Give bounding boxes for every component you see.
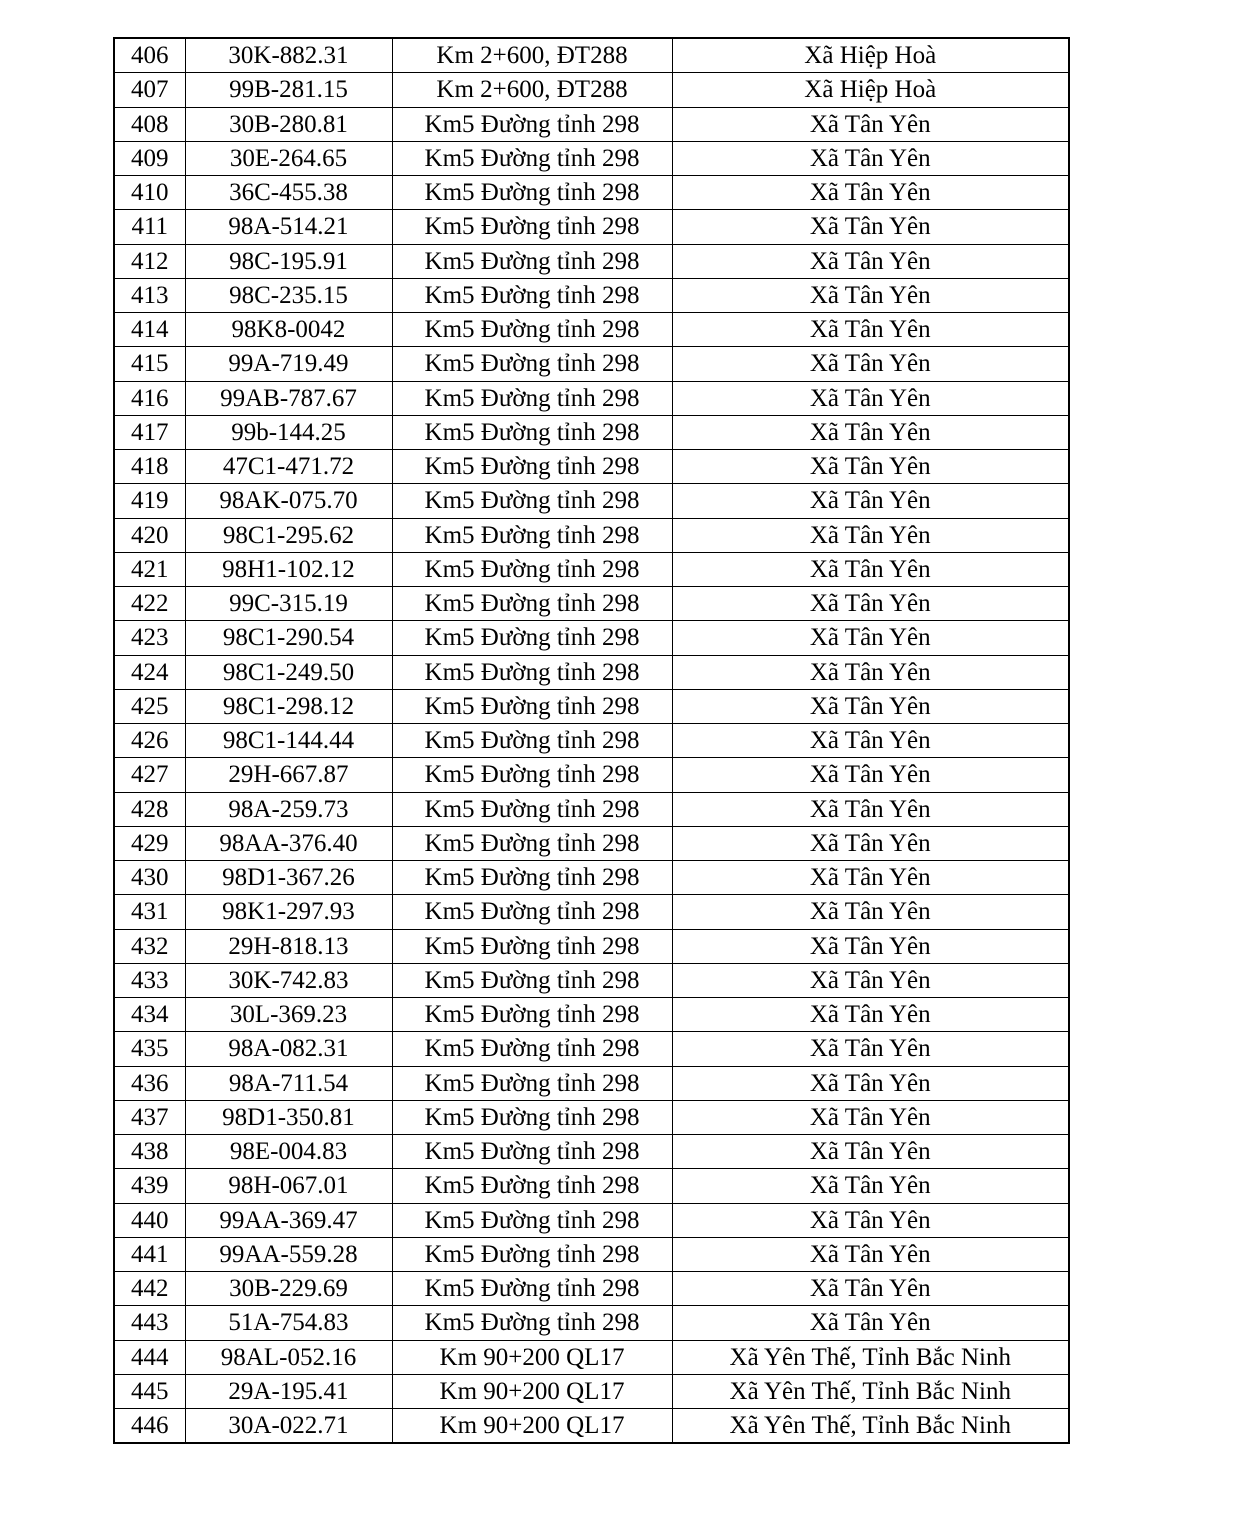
table-row: [114, 1203, 1069, 1237]
table-row: [114, 929, 1069, 963]
unit-cell: Xã Hiệp Hoà: [672, 73, 1069, 107]
table-row: [114, 792, 1069, 826]
license-plate-cell: 98A-082.31: [185, 1032, 392, 1066]
unit-cell: Xã Tân Yên: [672, 176, 1069, 210]
location-cell: Km5 Đường tỉnh 298: [392, 415, 672, 449]
location-cell: Km5 Đường tỉnh 298: [392, 826, 672, 860]
location-cell: Km5 Đường tỉnh 298: [392, 861, 672, 895]
violation-table-body: [114, 38, 1069, 1443]
table-row: [114, 38, 1069, 73]
location-cell: Km5 Đường tỉnh 298: [392, 450, 672, 484]
unit-cell: Xã Tân Yên: [672, 1066, 1069, 1100]
table-row: [114, 381, 1069, 415]
unit-cell: Xã Tân Yên: [672, 826, 1069, 860]
table-row: [114, 758, 1069, 792]
license-plate-cell: 98C1-298.12: [185, 689, 392, 723]
license-plate-cell: 98H1-102.12: [185, 552, 392, 586]
unit-cell: Xã Tân Yên: [672, 210, 1069, 244]
violation-table: [113, 37, 1070, 1444]
license-plate-cell: 30K-742.83: [185, 963, 392, 997]
table-row: [114, 278, 1069, 312]
table-row: [114, 1100, 1069, 1134]
location-cell: Km 2+600, ĐT288: [392, 73, 672, 107]
row-number-cell: 423: [114, 621, 185, 655]
license-plate-cell: 30B-280.81: [185, 107, 392, 141]
license-plate-cell: 29H-667.87: [185, 758, 392, 792]
location-cell: Km5 Đường tỉnh 298: [392, 1100, 672, 1134]
table-row: [114, 450, 1069, 484]
license-plate-cell: 98C1-295.62: [185, 518, 392, 552]
unit-cell: Xã Tân Yên: [672, 552, 1069, 586]
location-cell: Km5 Đường tỉnh 298: [392, 313, 672, 347]
unit-cell: Xã Tân Yên: [672, 758, 1069, 792]
table-row: [114, 724, 1069, 758]
location-cell: Km5 Đường tỉnh 298: [392, 381, 672, 415]
row-number-cell: 407: [114, 73, 185, 107]
table-row: [114, 1374, 1069, 1408]
unit-cell: Xã Tân Yên: [672, 347, 1069, 381]
unit-cell: Xã Tân Yên: [672, 1135, 1069, 1169]
location-cell: Km5 Đường tỉnh 298: [392, 689, 672, 723]
license-plate-cell: 99AA-559.28: [185, 1237, 392, 1271]
table-row: [114, 73, 1069, 107]
license-plate-cell: 98AK-075.70: [185, 484, 392, 518]
unit-cell: Xã Tân Yên: [672, 963, 1069, 997]
table-row: [114, 552, 1069, 586]
table-row: [114, 244, 1069, 278]
row-number-cell: 436: [114, 1066, 185, 1100]
unit-cell: Xã Tân Yên: [672, 107, 1069, 141]
table-row: [114, 1066, 1069, 1100]
row-number-cell: 442: [114, 1272, 185, 1306]
table-row: [114, 621, 1069, 655]
row-number-cell: 426: [114, 724, 185, 758]
unit-cell: Xã Yên Thế, Tỉnh Bắc Ninh: [672, 1374, 1069, 1408]
license-plate-cell: 51A-754.83: [185, 1306, 392, 1340]
license-plate-cell: 30B-229.69: [185, 1272, 392, 1306]
license-plate-cell: 30A-022.71: [185, 1409, 392, 1444]
license-plate-cell: 30L-369.23: [185, 998, 392, 1032]
row-number-cell: 433: [114, 963, 185, 997]
location-cell: Km5 Đường tỉnh 298: [392, 244, 672, 278]
row-number-cell: 421: [114, 552, 185, 586]
license-plate-cell: 98K8-0042: [185, 313, 392, 347]
table-row: [114, 689, 1069, 723]
location-cell: Km 90+200 QL17: [392, 1340, 672, 1374]
row-number-cell: 419: [114, 484, 185, 518]
location-cell: Km5 Đường tỉnh 298: [392, 1169, 672, 1203]
license-plate-cell: 29H-818.13: [185, 929, 392, 963]
unit-cell: Xã Tân Yên: [672, 724, 1069, 758]
table-row: [114, 861, 1069, 895]
row-number-cell: 434: [114, 998, 185, 1032]
unit-cell: Xã Tân Yên: [672, 587, 1069, 621]
unit-cell: Xã Tân Yên: [672, 1306, 1069, 1340]
row-number-cell: 443: [114, 1306, 185, 1340]
table-row: [114, 1272, 1069, 1306]
location-cell: Km5 Đường tỉnh 298: [392, 518, 672, 552]
row-number-cell: 414: [114, 313, 185, 347]
license-plate-cell: 47C1-471.72: [185, 450, 392, 484]
location-cell: Km5 Đường tỉnh 298: [392, 655, 672, 689]
location-cell: Km5 Đường tỉnh 298: [392, 347, 672, 381]
location-cell: Km5 Đường tỉnh 298: [392, 278, 672, 312]
row-number-cell: 408: [114, 107, 185, 141]
table-row: [114, 998, 1069, 1032]
unit-cell: Xã Tân Yên: [672, 655, 1069, 689]
license-plate-cell: 99AA-369.47: [185, 1203, 392, 1237]
unit-cell: Xã Tân Yên: [672, 518, 1069, 552]
table-row: [114, 1169, 1069, 1203]
row-number-cell: 445: [114, 1374, 185, 1408]
license-plate-cell: 98AL-052.16: [185, 1340, 392, 1374]
unit-cell: Xã Tân Yên: [672, 415, 1069, 449]
location-cell: Km5 Đường tỉnh 298: [392, 724, 672, 758]
row-number-cell: 412: [114, 244, 185, 278]
row-number-cell: 410: [114, 176, 185, 210]
license-plate-cell: 98A-514.21: [185, 210, 392, 244]
location-cell: Km5 Đường tỉnh 298: [392, 929, 672, 963]
row-number-cell: 422: [114, 587, 185, 621]
license-plate-cell: 99b-144.25: [185, 415, 392, 449]
license-plate-cell: 98D1-367.26: [185, 861, 392, 895]
location-cell: Km5 Đường tỉnh 298: [392, 963, 672, 997]
row-number-cell: 440: [114, 1203, 185, 1237]
row-number-cell: 425: [114, 689, 185, 723]
unit-cell: Xã Tân Yên: [672, 1272, 1069, 1306]
row-number-cell: 429: [114, 826, 185, 860]
row-number-cell: 438: [114, 1135, 185, 1169]
unit-cell: Xã Tân Yên: [672, 689, 1069, 723]
row-number-cell: 439: [114, 1169, 185, 1203]
unit-cell: Xã Tân Yên: [672, 1169, 1069, 1203]
row-number-cell: 432: [114, 929, 185, 963]
license-plate-cell: 99A-719.49: [185, 347, 392, 381]
location-cell: Km5 Đường tỉnh 298: [392, 587, 672, 621]
unit-cell: Xã Tân Yên: [672, 1237, 1069, 1271]
location-cell: Km5 Đường tỉnh 298: [392, 176, 672, 210]
unit-cell: Xã Tân Yên: [672, 929, 1069, 963]
row-number-cell: 446: [114, 1409, 185, 1444]
table-row: [114, 484, 1069, 518]
row-number-cell: 413: [114, 278, 185, 312]
location-cell: Km5 Đường tỉnh 298: [392, 107, 672, 141]
unit-cell: Xã Tân Yên: [672, 450, 1069, 484]
license-plate-cell: 30E-264.65: [185, 141, 392, 175]
table-row: [114, 826, 1069, 860]
row-number-cell: 411: [114, 210, 185, 244]
row-number-cell: 427: [114, 758, 185, 792]
location-cell: Km 90+200 QL17: [392, 1374, 672, 1408]
row-number-cell: 431: [114, 895, 185, 929]
license-plate-cell: 99AB-787.67: [185, 381, 392, 415]
unit-cell: Xã Tân Yên: [672, 621, 1069, 655]
unit-cell: Xã Yên Thế, Tỉnh Bắc Ninh: [672, 1409, 1069, 1444]
location-cell: Km5 Đường tỉnh 298: [392, 1203, 672, 1237]
unit-cell: Xã Tân Yên: [672, 861, 1069, 895]
license-plate-cell: 98C-235.15: [185, 278, 392, 312]
table-row: [114, 347, 1069, 381]
location-cell: Km5 Đường tỉnh 298: [392, 210, 672, 244]
table-row: [114, 1135, 1069, 1169]
table-row: [114, 210, 1069, 244]
location-cell: Km5 Đường tỉnh 298: [392, 552, 672, 586]
location-cell: Km5 Đường tỉnh 298: [392, 621, 672, 655]
location-cell: Km5 Đường tỉnh 298: [392, 758, 672, 792]
license-plate-cell: 98D1-350.81: [185, 1100, 392, 1134]
row-number-cell: 428: [114, 792, 185, 826]
license-plate-cell: 98E-004.83: [185, 1135, 392, 1169]
unit-cell: Xã Hiệp Hoà: [672, 38, 1069, 73]
location-cell: Km5 Đường tỉnh 298: [392, 141, 672, 175]
license-plate-cell: 99B-281.15: [185, 73, 392, 107]
unit-cell: Xã Tân Yên: [672, 381, 1069, 415]
row-number-cell: 415: [114, 347, 185, 381]
unit-cell: Xã Tân Yên: [672, 1032, 1069, 1066]
unit-cell: Xã Tân Yên: [672, 792, 1069, 826]
unit-cell: Xã Tân Yên: [672, 1100, 1069, 1134]
table-row: [114, 518, 1069, 552]
table-row: [114, 895, 1069, 929]
license-plate-cell: 98H-067.01: [185, 1169, 392, 1203]
license-plate-cell: 36C-455.38: [185, 176, 392, 210]
location-cell: Km5 Đường tỉnh 298: [392, 792, 672, 826]
table-row: [114, 176, 1069, 210]
unit-cell: Xã Tân Yên: [672, 895, 1069, 929]
row-number-cell: 406: [114, 38, 185, 73]
row-number-cell: 441: [114, 1237, 185, 1271]
location-cell: Km5 Đường tỉnh 298: [392, 1066, 672, 1100]
table-row: [114, 107, 1069, 141]
license-plate-cell: 98C1-144.44: [185, 724, 392, 758]
row-number-cell: 444: [114, 1340, 185, 1374]
row-number-cell: 424: [114, 655, 185, 689]
table-row: [114, 415, 1069, 449]
row-number-cell: 416: [114, 381, 185, 415]
location-cell: Km5 Đường tỉnh 298: [392, 895, 672, 929]
unit-cell: Xã Tân Yên: [672, 1203, 1069, 1237]
location-cell: Km5 Đường tỉnh 298: [392, 1306, 672, 1340]
license-plate-cell: 98K1-297.93: [185, 895, 392, 929]
location-cell: Km5 Đường tỉnh 298: [392, 1272, 672, 1306]
license-plate-cell: 98A-259.73: [185, 792, 392, 826]
row-number-cell: 437: [114, 1100, 185, 1134]
unit-cell: Xã Tân Yên: [672, 244, 1069, 278]
row-number-cell: 409: [114, 141, 185, 175]
unit-cell: Xã Yên Thế, Tỉnh Bắc Ninh: [672, 1340, 1069, 1374]
license-plate-cell: 98C-195.91: [185, 244, 392, 278]
row-number-cell: 417: [114, 415, 185, 449]
license-plate-cell: 98A-711.54: [185, 1066, 392, 1100]
unit-cell: Xã Tân Yên: [672, 278, 1069, 312]
license-plate-cell: 98AA-376.40: [185, 826, 392, 860]
row-number-cell: 435: [114, 1032, 185, 1066]
location-cell: Km 2+600, ĐT288: [392, 38, 672, 73]
location-cell: Km5 Đường tỉnh 298: [392, 484, 672, 518]
table-row: [114, 1340, 1069, 1374]
row-number-cell: 430: [114, 861, 185, 895]
table-row: [114, 587, 1069, 621]
location-cell: Km5 Đường tỉnh 298: [392, 1032, 672, 1066]
license-plate-cell: 98C1-249.50: [185, 655, 392, 689]
table-row: [114, 313, 1069, 347]
unit-cell: Xã Tân Yên: [672, 313, 1069, 347]
table-row: [114, 1032, 1069, 1066]
license-plate-cell: 30K-882.31: [185, 38, 392, 73]
table-row: [114, 1306, 1069, 1340]
unit-cell: Xã Tân Yên: [672, 484, 1069, 518]
location-cell: Km5 Đường tỉnh 298: [392, 1135, 672, 1169]
location-cell: Km 90+200 QL17: [392, 1409, 672, 1444]
location-cell: Km5 Đường tỉnh 298: [392, 1237, 672, 1271]
unit-cell: Xã Tân Yên: [672, 141, 1069, 175]
license-plate-cell: 29A-195.41: [185, 1374, 392, 1408]
row-number-cell: 420: [114, 518, 185, 552]
license-plate-cell: 99C-315.19: [185, 587, 392, 621]
table-row: [114, 963, 1069, 997]
table-row: [114, 1237, 1069, 1271]
table-row: [114, 141, 1069, 175]
table-row: [114, 655, 1069, 689]
location-cell: Km5 Đường tỉnh 298: [392, 998, 672, 1032]
unit-cell: Xã Tân Yên: [672, 998, 1069, 1032]
row-number-cell: 418: [114, 450, 185, 484]
table-row: [114, 1409, 1069, 1444]
license-plate-cell: 98C1-290.54: [185, 621, 392, 655]
